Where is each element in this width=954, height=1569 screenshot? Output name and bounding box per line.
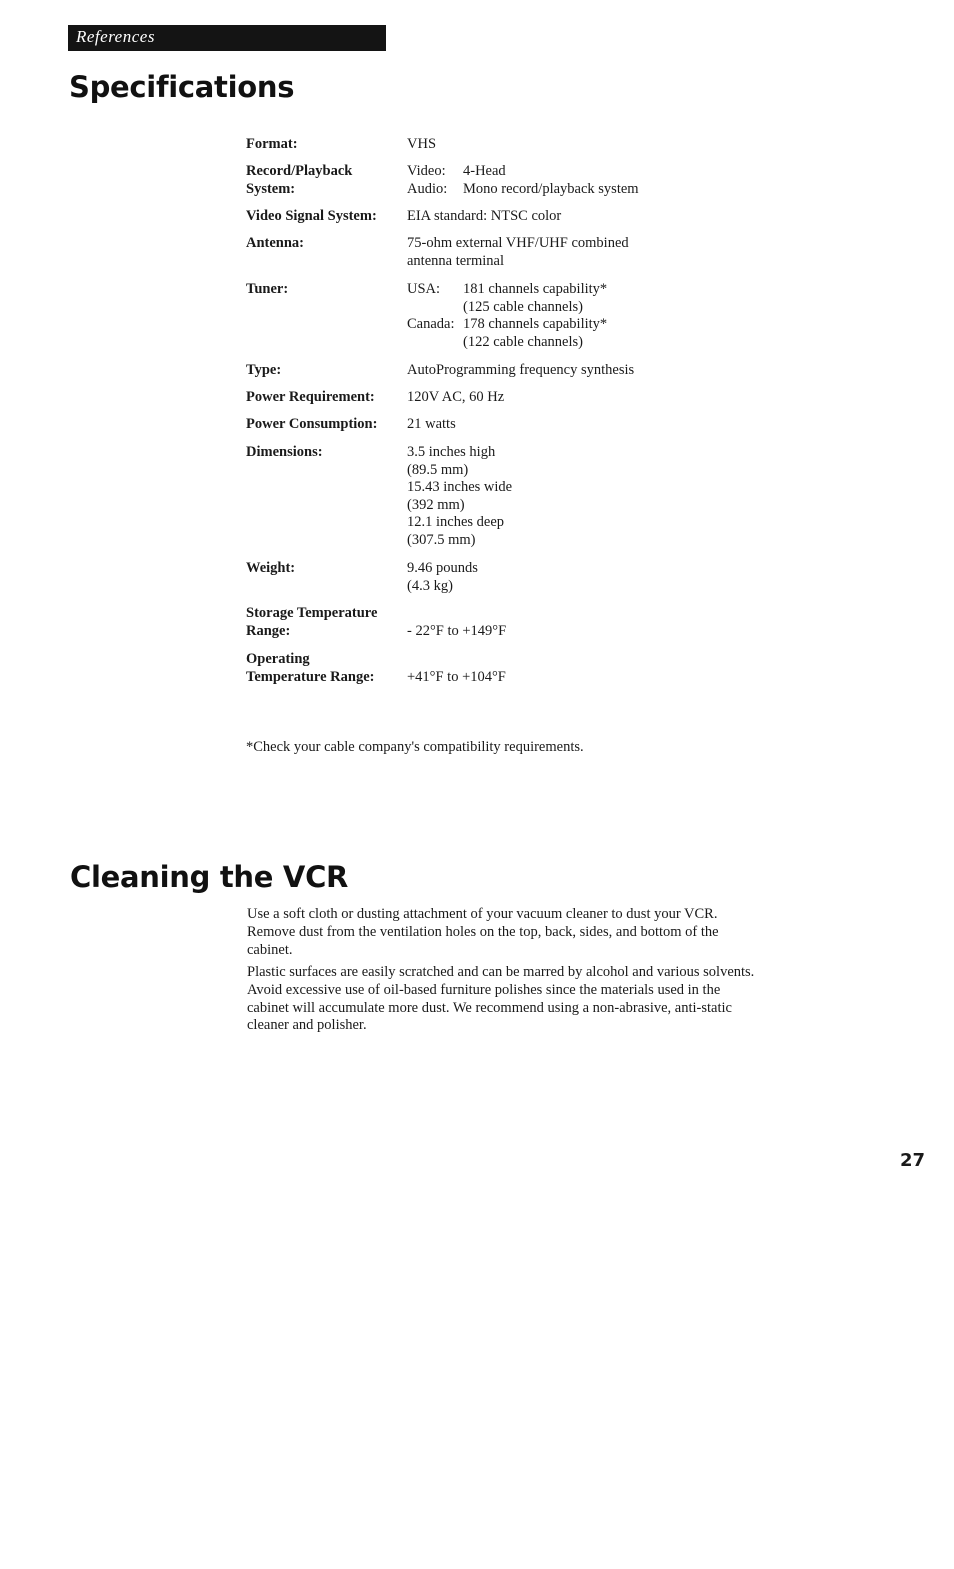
spec-value-line: (125 cable channels) — [463, 298, 583, 315]
spec-value — [407, 208, 727, 226]
spec-label: Format: — [246, 136, 298, 152]
page-number: 27 — [900, 1150, 926, 1171]
cleaning-paragraph: Plastic surfaces are easily scratched and can be marred by alcohol and various solvents. Avoid excessive use of oil-based furniture polishes since the materials used in the cabinet will accumulate more dust. We recommend using a non-abrasive, anti-static cleaner and polisher. — [247, 964, 755, 1034]
spec-value-line: 3.5 inches high — [407, 444, 496, 460]
spec-value — [407, 669, 727, 687]
spec-value-line: (392 mm) — [407, 496, 465, 513]
spec-label: Power Consumption: — [246, 416, 378, 432]
specifications-footnote: *Check your cable company's compatibility requirements. — [246, 739, 584, 755]
spec-value-line: - 22°F to +149°F — [407, 623, 507, 639]
specifications-title: Specifications — [69, 70, 295, 104]
spec-value-line: EIA standard: NTSC color — [407, 208, 562, 224]
spec-value-key: Video: — [407, 163, 446, 179]
spec-label: Video Signal System: — [246, 208, 377, 224]
spec-value — [407, 362, 727, 380]
spec-value — [407, 416, 727, 434]
spec-value-line: 75-ohm external VHF/UHF combined — [407, 235, 629, 251]
spec-value-line: 120V AC, 60 Hz — [407, 389, 505, 405]
spec-value-line: AutoProgramming frequency synthesis — [407, 362, 635, 378]
spec-value — [407, 560, 727, 595]
spec-label: Storage Temperature Range: — [246, 605, 378, 639]
spec-value — [407, 623, 727, 641]
spec-value-key: USA: — [407, 281, 441, 297]
spec-label: Operating Temperature Range: — [246, 651, 375, 685]
spec-value-line: 15.43 inches wide — [407, 479, 513, 495]
spec-value — [407, 163, 727, 198]
spec-value — [407, 281, 727, 351]
spec-value-key: Canada: — [407, 316, 455, 332]
spec-value-line: 178 channels capability* — [463, 316, 608, 332]
spec-value-line: (307.5 mm) — [407, 531, 476, 548]
spec-value-line: VHS — [407, 136, 437, 152]
spec-value — [407, 444, 727, 549]
spec-value-line: 4-Head — [463, 163, 506, 179]
spec-value-line: (4.3 kg) — [407, 577, 453, 594]
spec-value-line: 12.1 inches deep — [407, 514, 505, 530]
spec-value-line: (122 cable channels) — [463, 333, 583, 350]
spec-value-line: 9.46 pounds — [407, 560, 478, 576]
spec-label: Weight: — [246, 560, 296, 576]
spec-value-line: 181 channels capability* — [463, 281, 608, 297]
spec-label: Type: — [246, 362, 282, 378]
spec-value — [407, 136, 727, 154]
cleaning-paragraph: Use a soft cloth or dusting attachment of your vacuum cleaner to dust your VCR. Remove dust from the ventilation holes on the top, back, sides, and bottom of the cabinet. — [247, 906, 719, 958]
section-header-bar — [68, 25, 386, 51]
spec-value-line: antenna terminal — [407, 252, 505, 269]
spec-label: Dimensions: — [246, 444, 323, 460]
spec-label: Antenna: — [246, 235, 305, 251]
spec-label: Tuner: — [246, 281, 289, 297]
section-label: References — [76, 27, 155, 46]
spec-value-line: 21 watts — [407, 416, 456, 432]
spec-value-line: Mono record/playback system — [463, 180, 639, 197]
spec-value — [407, 389, 727, 407]
cleaning-title: Cleaning the VCR — [70, 860, 349, 894]
spec-value-line: (89.5 mm) — [407, 461, 469, 478]
spec-label: Power Requirement: — [246, 389, 375, 405]
spec-value — [407, 235, 727, 270]
spec-label: Record/Playback System: — [246, 163, 353, 197]
spec-value-line: +41°F to +104°F — [407, 669, 506, 685]
spec-value-key: Audio: — [407, 180, 448, 197]
